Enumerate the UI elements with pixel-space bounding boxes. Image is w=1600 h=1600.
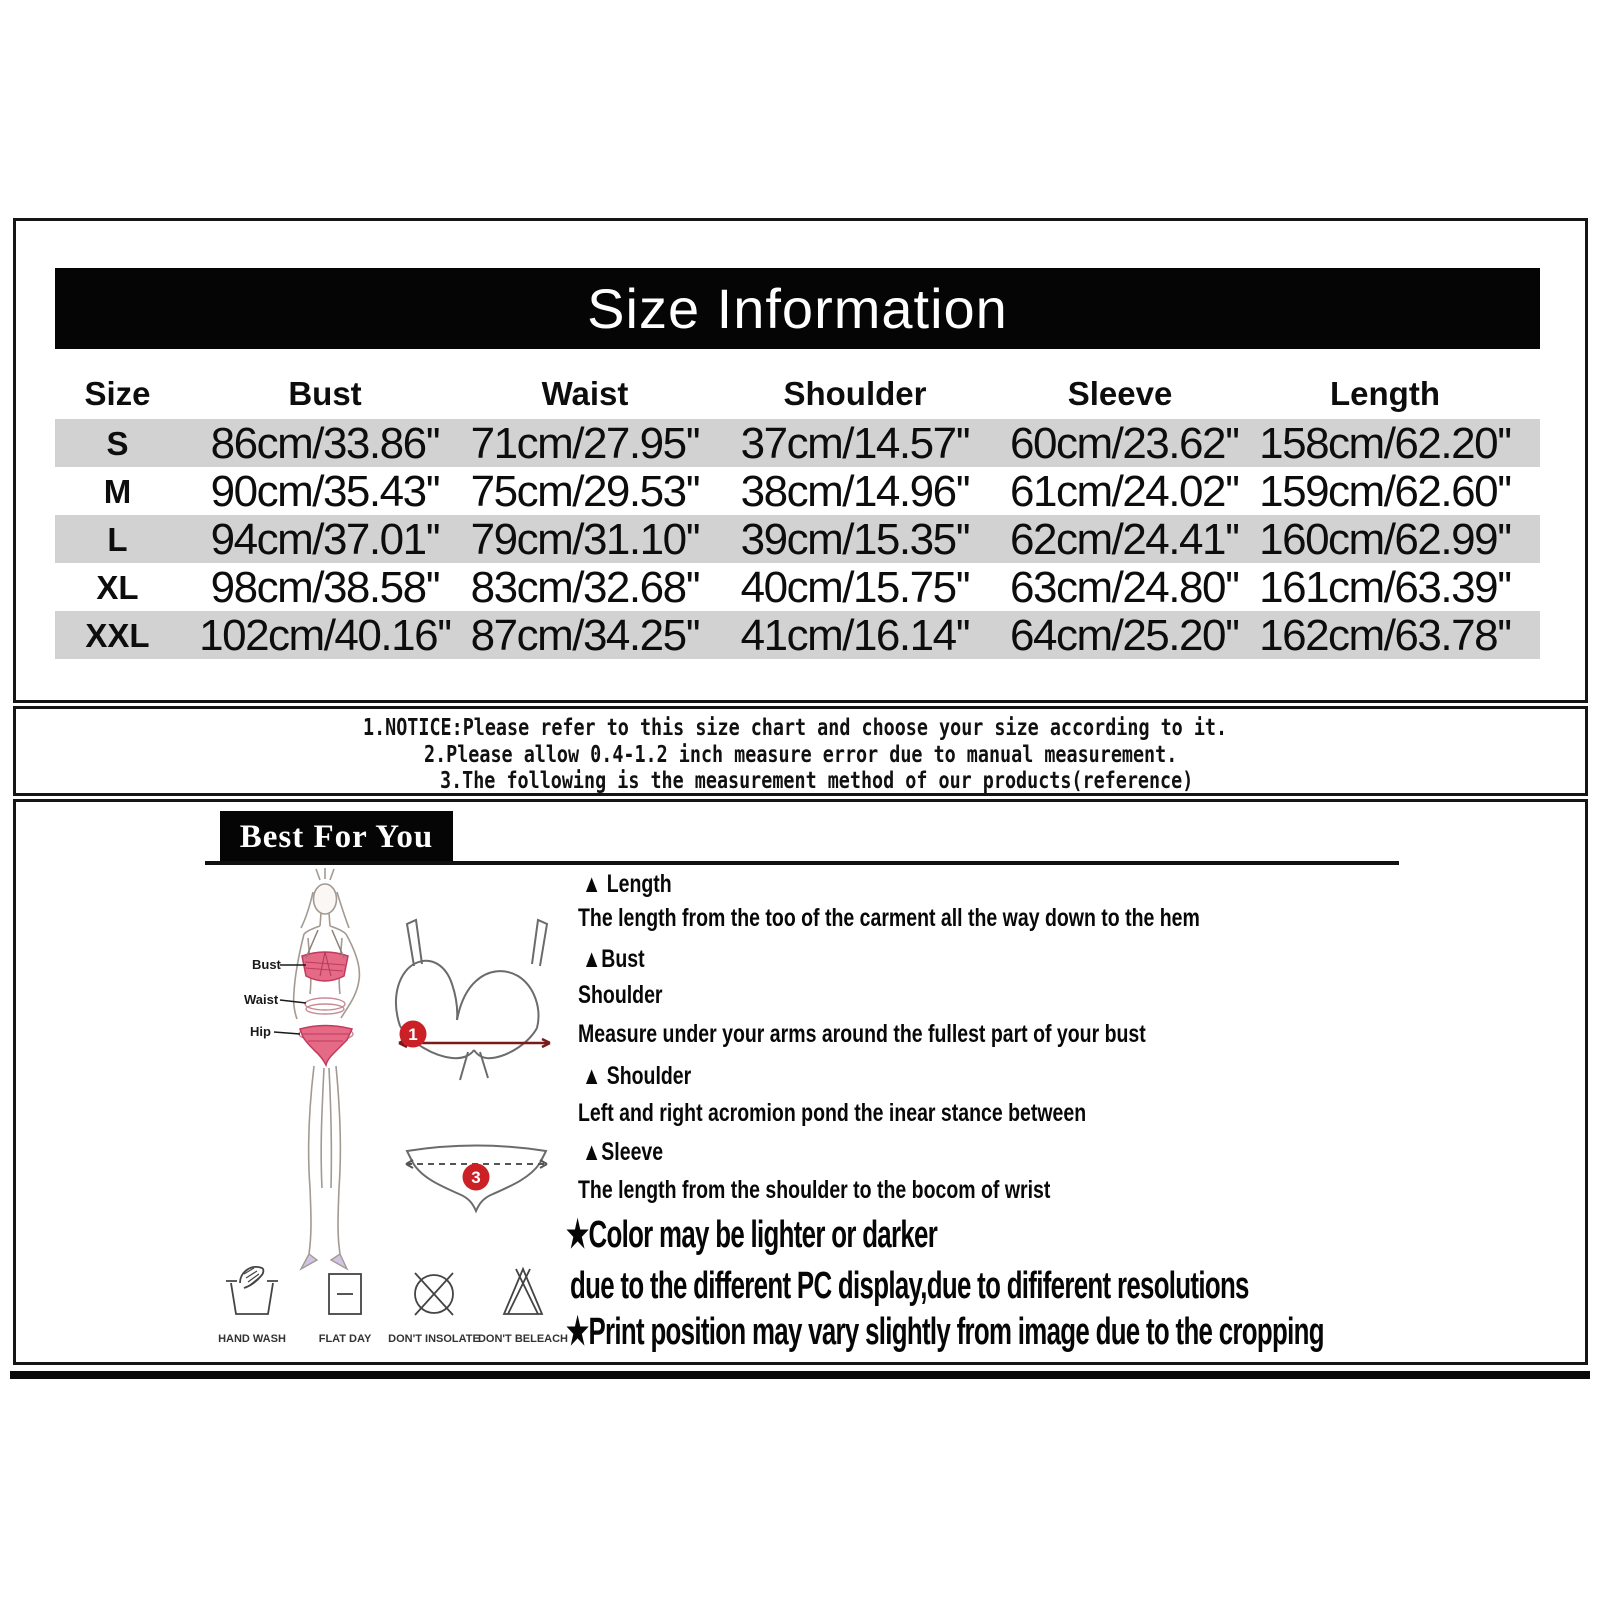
figure-label-bust: Bust [252, 957, 281, 972]
size-cell: XL [96, 569, 139, 606]
bust-cell: 102cm/40.16'' [199, 611, 451, 660]
measure-body: The length from the shoulder to the bocom of wrist [578, 1176, 1051, 1204]
size-table [55, 371, 1540, 659]
care-label: HAND WASH [218, 1333, 286, 1345]
length-cell: 160cm/62.99'' [1259, 515, 1511, 564]
sleeve-cell: 64cm/25.20'' [1010, 611, 1239, 660]
bikini-bottom [300, 1026, 352, 1066]
shoulder-cell: 37cm/14.57'' [740, 419, 970, 468]
flat-dry-icon [317, 1262, 373, 1322]
notice-section [13, 706, 1588, 796]
waist-cell: 75cm/29.53'' [470, 467, 700, 516]
table-row [55, 467, 1540, 515]
length-cell: 158cm/62.20'' [1259, 419, 1511, 468]
waist-cell: 83cm/32.68'' [470, 563, 700, 612]
measure-heading: ▲Sleeve [582, 1138, 664, 1166]
best-for-you-label: Best For You [239, 818, 434, 855]
figure-label-waist: Waist [244, 992, 279, 1007]
measurement-diagram [230, 866, 570, 1276]
sleeve-cell: 63cm/24.80'' [1010, 563, 1239, 612]
measure-body: Shoulder [578, 981, 663, 1009]
waist-cell: 71cm/27.95'' [470, 419, 700, 468]
panty-marker-number: 3 [471, 1168, 481, 1187]
no-sun-icon [406, 1262, 462, 1322]
bust-cell: 94cm/37.01'' [210, 515, 440, 564]
measure-guide-section [13, 799, 1588, 1365]
table-row [55, 563, 1540, 611]
page-title: Size Information [587, 277, 1008, 340]
hand-wash-icon [224, 1262, 280, 1322]
shoulder-cell: 40cm/15.75'' [740, 563, 970, 612]
sleeve-cell: 61cm/24.02'' [1010, 467, 1239, 516]
waist-cell: 79cm/31.10'' [470, 515, 700, 564]
length-cell: 162cm/63.78'' [1259, 611, 1511, 660]
table-row [55, 419, 1540, 467]
size-cell: M [103, 473, 132, 510]
best-for-you-banner [220, 811, 453, 863]
table-header-row [55, 371, 1540, 417]
no-bleach-icon [495, 1262, 551, 1322]
waist-cell: 87cm/34.25'' [470, 611, 700, 660]
measure-body: Left and right acromion pond the inear stance between [578, 1099, 1087, 1127]
shoulder-cell: 41cm/16.14'' [740, 611, 970, 660]
bust-cell: 98cm/38.58'' [210, 563, 440, 612]
care-label: FLAT DAY [318, 1333, 372, 1345]
label-pointer-lines [274, 965, 306, 1034]
bust-cell: 90cm/35.43'' [210, 467, 440, 516]
sleeve-cell: 60cm/23.62'' [1010, 419, 1239, 468]
bottom-rule [10, 1371, 1590, 1379]
col-header-waist: Waist [541, 375, 629, 412]
col-header-bust: Bust [288, 375, 362, 412]
bra-diagram [396, 920, 547, 1080]
title-banner [55, 268, 1540, 349]
shoulder-cell: 38cm/14.96'' [740, 467, 970, 516]
figure-label-hip: Hip [250, 1024, 271, 1039]
bra-marker-number: 1 [408, 1025, 418, 1044]
table-row [55, 515, 1540, 563]
disclaimer-line: ★Color may be lighter or darker [566, 1214, 938, 1256]
measure-heading: ▲Bust [582, 945, 645, 973]
measure-body: The length from the too of the carment all the way down to the hem [578, 904, 1200, 932]
measure-body: Measure under your arms around the fullest part of your bust [578, 1020, 1146, 1048]
bust-cell: 86cm/33.86'' [210, 419, 440, 468]
measure-heading: ▲ Length [582, 870, 672, 898]
notice-line: 1.NOTICE:Please refer to this size chart and choose your size according to it. [363, 715, 1228, 741]
length-cell: 161cm/63.39'' [1259, 563, 1511, 612]
care-label: DON'T BELEACH [477, 1333, 568, 1345]
notice-line: 2.Please allow 0.4-1.2 inch measure error due to manual measurement. [424, 742, 1178, 768]
length-cell: 159cm/62.60'' [1259, 467, 1511, 516]
size-cell: L [107, 521, 128, 558]
col-header-sleeve: Sleeve [1067, 375, 1173, 412]
size-table-section [13, 218, 1588, 703]
disclaimer-line: due to the different PC display,due to dififerent resolutions [570, 1265, 1249, 1307]
care-label: DON'T INSOLATE [388, 1333, 480, 1345]
col-header-length: Length [1330, 375, 1440, 412]
table-row [55, 611, 1540, 659]
notice-line: 3.The following is the measurement method of our products(reference) [440, 768, 1194, 794]
col-header-size: Size [84, 375, 151, 412]
sleeve-cell: 62cm/24.41'' [1010, 515, 1239, 564]
divider-line [205, 861, 1399, 865]
bikini-top [302, 930, 348, 981]
shoulder-cell: 39cm/15.35'' [740, 515, 970, 564]
measure-heading: ▲ Shoulder [582, 1062, 692, 1090]
size-cell: S [106, 425, 129, 462]
col-header-shoulder: Shoulder [783, 375, 927, 412]
disclaimer-line: ★Print position may vary slightly from image due to the cropping [566, 1311, 1324, 1353]
size-cell: XXL [85, 617, 150, 654]
